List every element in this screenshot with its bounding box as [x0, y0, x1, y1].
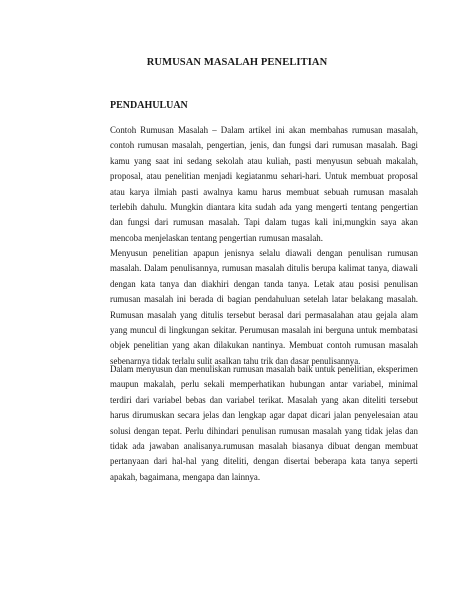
section-heading: PENDAHULUAN: [110, 100, 188, 111]
paragraph-second: Menyusun penelitian apapun jenisnya selalu diawali dengan penulisan rumusan masalah. Dalam penulisannya, rumusan masalah ditulis berupa kalimat tanya, diawali dengan kata tanya dan diakhiri dengan tanda tanya. Letak atau posisi penulisan rumusan masalah ini berada di bagian pendahuluan setelah latar belakang masalah. Rumusan masalah yang ditulis tersebut berasal dari permasalahan atau gejala alam yang muncul di lingkungan sekitar. Perumusan masalah ini berguna untuk membatasi objek penelitian yang akan dilakukan nantinya. Membuat contoh rumusan masalah sebenarnya tidak terlalu sulit asalkan tahu trik dan dasar penulisannya.: [110, 248, 418, 366]
paragraph-intro: Contoh Rumusan Masalah – Dalam artikel ini akan membahas rumusan masalah, contoh rumusan masalah, pengertian, jenis, dan fungsi dari rumusan masalah. Bagi kamu yang saat ini sedang sekolah atau kuliah, pasti menyusun sebuah makalah, proposal, atau penelitian menjadi kegiatanmu sehari-hari. Untuk membuat proposal atau karya ilmiah pasti awalnya kamu harus membuat sebuah rumusan masalah terlebih dahulu. Mungkin diantara kita sudah ada yang mengerti tentang pengertian dan fungsi dari rumusan masalah. Tapi dalam tugas kali ini,mungkin saya akan mencoba menjelaskan tentang pengertian rumusan masalah.: [110, 125, 418, 243]
document-title: RUMUSAN MASALAH PENELITIAN: [146, 57, 328, 68]
paragraph-third: Dalam menyusun dan menuliskan rumusan masalah baik untuk penelitian, eksperimen maupun makalah, perlu sekali memperhatikan hubungan antar variabel, minimal terdiri dari variabel bebas dan variabel terikat. Masalah yang akan diteliti tersebut harus dirumuskan secara jelas dan lengkap agar dapat dicari jalan penyelesaian atau solusi dengan tepat. Perlu dihindari penulisan rumusan masalah yang tidak jelas dan tidak ada jawaban analisanya.rumusan masalah biasanya dibuat dengan membuat pertanyaan dari hal-hal yang diteliti, dengan disertai beberapa kata tanya seperti apakah, bagaimana, mengapa dan lainnya.: [110, 364, 418, 482]
